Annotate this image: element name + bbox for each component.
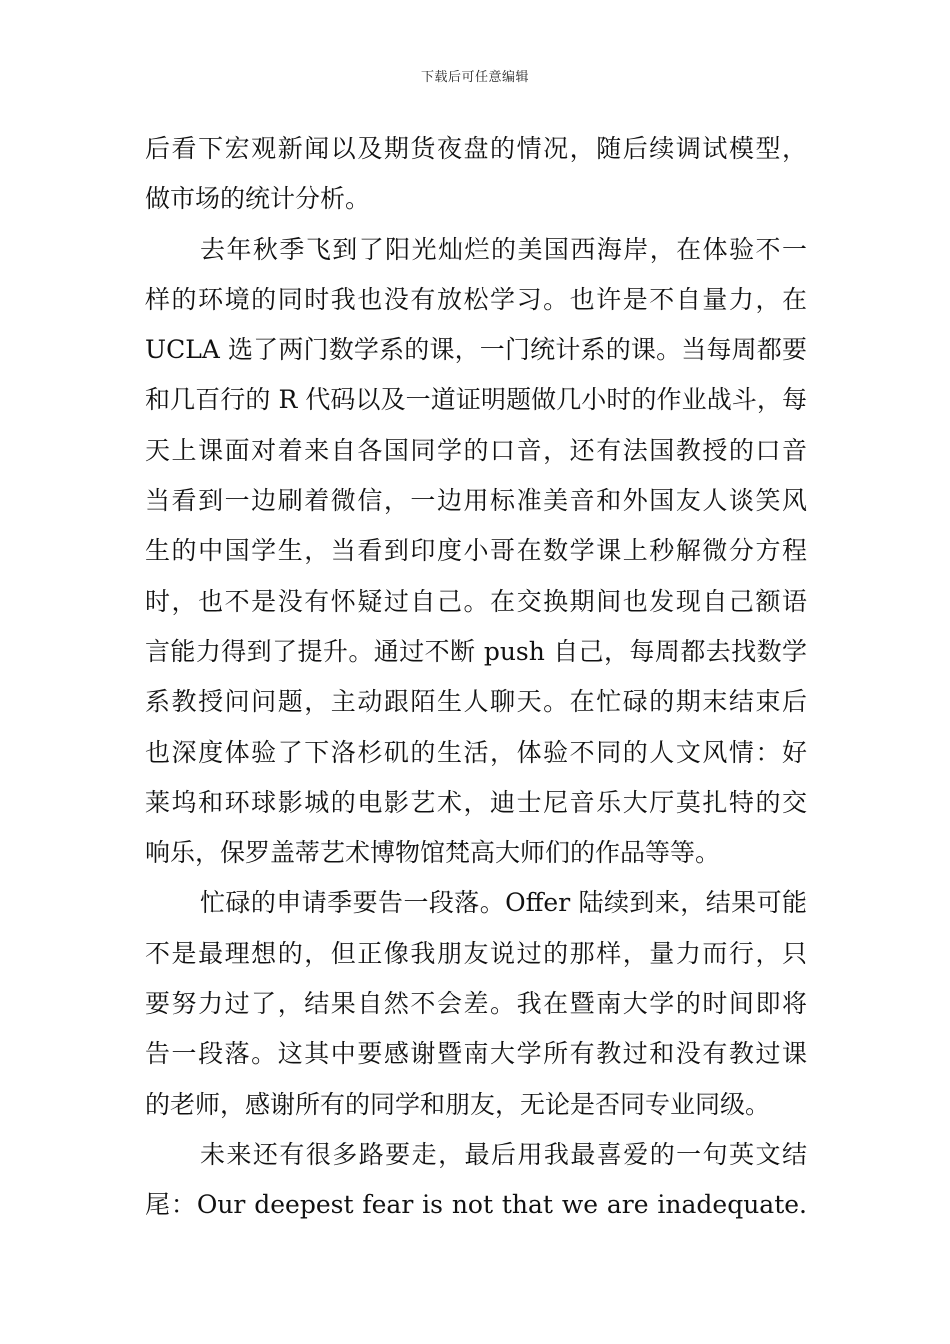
document-body bbox=[145, 124, 807, 1231]
text-line: 时，也不是没有怀疑过自己。在交换期间也发现自己额语 bbox=[145, 586, 807, 616]
paragraph-first-line: 未来还有很多路要走，最后用我最喜爱的一句英文结 bbox=[200, 1139, 807, 1169]
text-line: 言能力得到了提升。通过不断 push 自己，每周都去找数学 bbox=[145, 636, 807, 666]
text-line: 莱坞和环球影城的电影艺术，迪士尼音乐大厅莫扎特的交 bbox=[145, 787, 807, 817]
paragraph-first-line: 去年秋季飞到了阳光灿烂的美国西海岸，在体验不一 bbox=[200, 234, 807, 264]
text-line: 要努力过了，结果自然不会差。我在暨南大学的时间即将 bbox=[145, 989, 807, 1019]
text-line: 后看下宏观新闻以及期货夜盘的情况，随后续调试模型， bbox=[145, 134, 807, 163]
text-line: 当看到一边刷着微信，一边用标准美音和外国友人谈笑风 bbox=[145, 486, 807, 516]
text-line: 不是最理想的，但正像我朋友说过的那样，量力而行，只 bbox=[145, 938, 807, 968]
text-line: 和几百行的 R 代码以及一道证明题做几小时的作业战斗，每 bbox=[145, 385, 807, 415]
text-line: 响乐，保罗盖蒂艺术博物馆梵高大师们的作品等等。 bbox=[145, 838, 721, 868]
text-line: 尾：Our deepest fear is not that we are inadequate. bbox=[145, 1190, 807, 1220]
text-line: 样的环境的同时我也没有放松学习。也许是不自量力，在 bbox=[145, 284, 807, 314]
text-line: 系教授问问题，主动跟陌生人聊天。在忙碌的期末结束后 bbox=[145, 687, 807, 717]
text-line: 做市场的统计分析。 bbox=[145, 184, 371, 214]
page-header: 下载后可任意编辑 bbox=[420, 70, 529, 85]
text-line: 天上课面对着来自各国同学的口音，还有法国教授的口音 bbox=[145, 435, 807, 465]
text-line: 生的中国学生，当看到印度小哥在数学课上秒解微分方程 bbox=[145, 536, 807, 566]
text-line: 也深度体验了下洛杉矶的生活，体验不同的人文风情：好 bbox=[145, 737, 807, 767]
text-line: 告一段落。这其中要感谢暨南大学所有教过和没有教过课 bbox=[145, 1039, 807, 1069]
text-line: UCLA 选了两门数学系的课，一门统计系的课。当每周都要 bbox=[145, 335, 807, 365]
text-line: 的老师，感谢所有的同学和朋友，无论是否同专业同级。 bbox=[145, 1089, 771, 1119]
paragraph-first-line: 忙碌的申请季要告一段落。Offer 陆续到来，结果可能 bbox=[200, 888, 807, 918]
